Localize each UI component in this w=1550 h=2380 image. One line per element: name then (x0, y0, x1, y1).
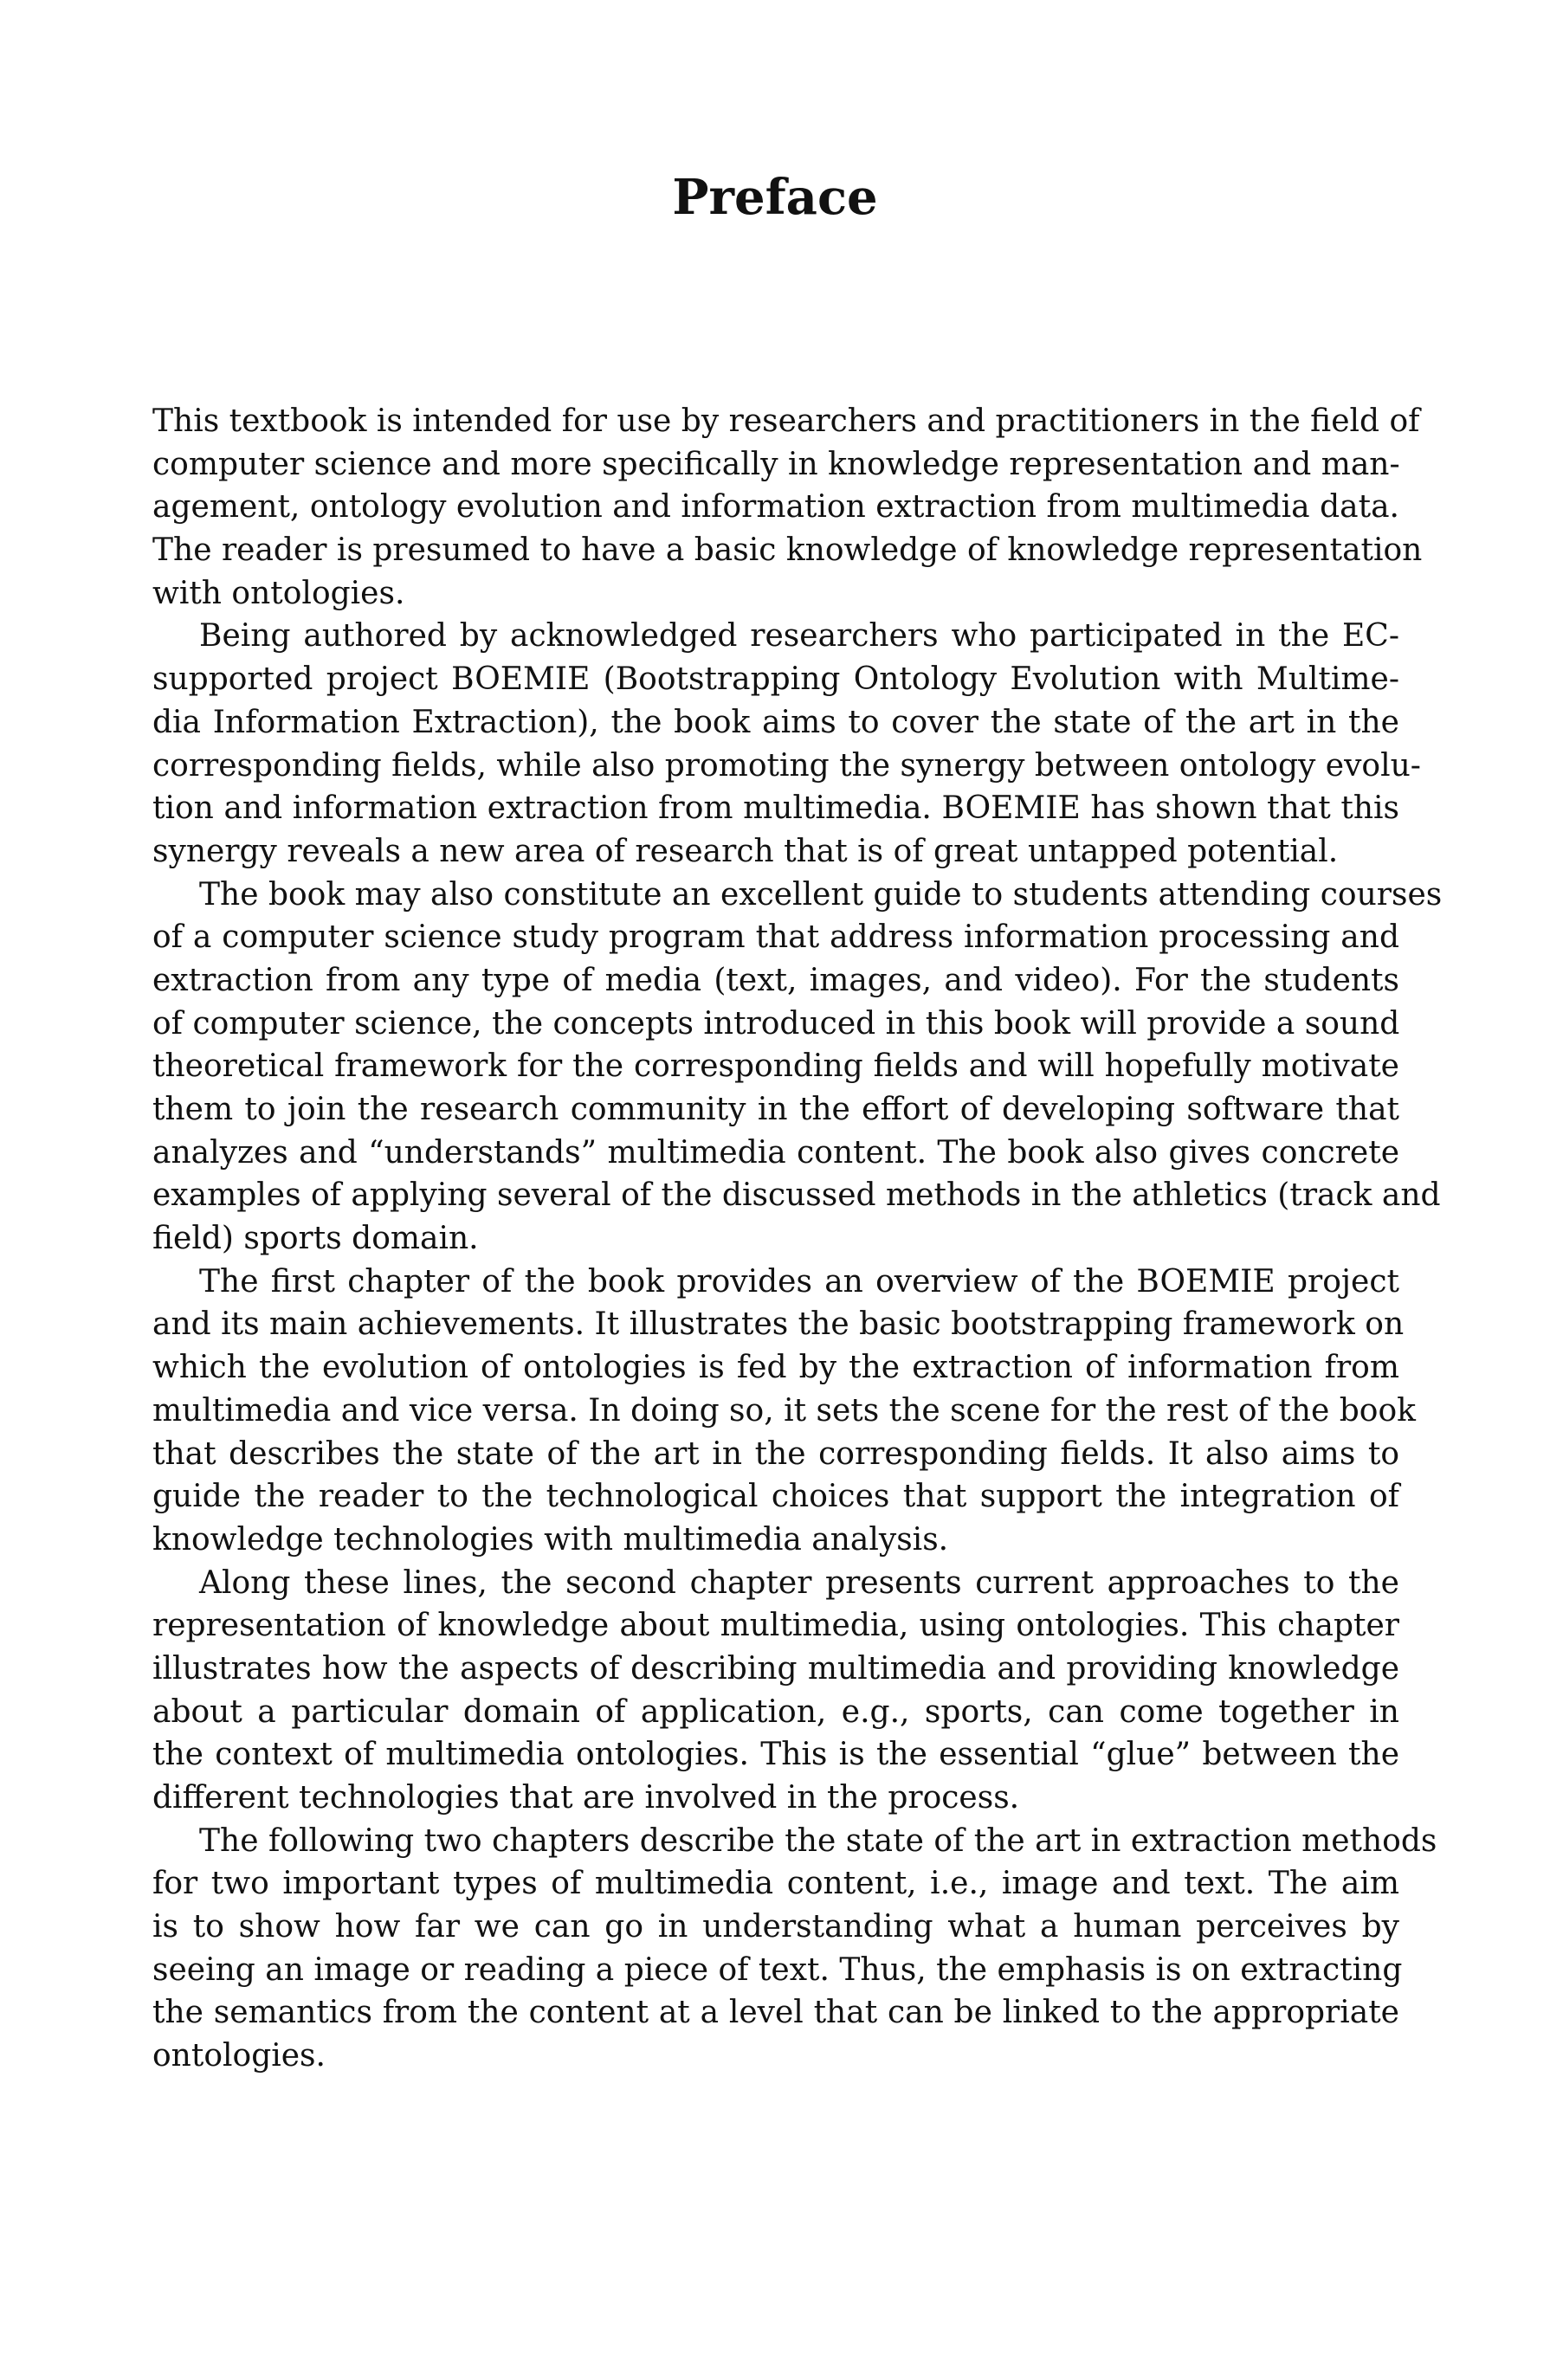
text-line: The following two chapters describe the state of the art in extraction methods (199, 1822, 1437, 1859)
text-line: guide the reader to the technological choices that support the integration of (152, 1479, 1399, 1515)
text-line: field) sports domain. (152, 1221, 479, 1257)
text-line: which the evolution of ontologies is fed by the extraction of information from (152, 1350, 1399, 1386)
text-line: agement, ontology evolution and information extraction from multimedia data. (152, 489, 1399, 526)
text-line: with ontologies. (152, 575, 405, 611)
preface-body (152, 400, 1443, 2078)
text-line: and its main achievements. It illustrates the basic bootstrapping framework on (152, 1306, 1405, 1343)
text-line: The first chapter of the book provides an overview of the BOEMIE project (199, 1263, 1399, 1300)
text-line: synergy reveals a new area of research that is of great untapped potential. (152, 833, 1339, 869)
text-line: the context of multimedia ontologies. This is the essential “glue” between the (152, 1737, 1399, 1773)
text-line: This textbook is intended for use by researchers and practitioners in the field of (152, 403, 1420, 439)
text-line: representation of knowledge about multimedia, using ontologies. This chapter (152, 1608, 1399, 1644)
text-line: that describes the state of the art in the corresponding fields. It also aims to (152, 1435, 1399, 1472)
paragraph-2 (152, 615, 1421, 873)
text-line: Along these lines, the second chapter presents current approaches to the (199, 1564, 1399, 1601)
text-line: knowledge technologies with multimedia analysis. (152, 1521, 949, 1558)
paragraph-5 (152, 1562, 1399, 1820)
text-line: is to show how far we can go in understanding what a human perceives by (152, 1909, 1399, 1945)
text-line: theoretical framework for the corresponding fields and will hopefully motivate (152, 1048, 1399, 1085)
text-line: them to join the research community in the effort of developing software that (152, 1092, 1399, 1127)
paragraph-1 (152, 400, 1423, 615)
text-line: computer science and more specifically in knowledge representation and man- (152, 446, 1400, 482)
text-line: The book may also constitute an excellent guide to students attending courses (199, 876, 1443, 913)
text-line: the semantics from the content at a level that can be linked to the appropriate (152, 1995, 1399, 2031)
text-line: analyzes and “understands” multimedia content. The book also gives concrete (152, 1134, 1399, 1171)
paragraph-3 (152, 874, 1443, 1261)
text-line: ontologies. (152, 2038, 326, 2074)
text-line: multimedia and vice versa. In doing so, it sets the scene for the rest of the book (152, 1392, 1416, 1429)
text-line: examples of applying several of the discussed methods in the athletics (track and (152, 1177, 1441, 1214)
text-line: The reader is presumed to have a basic knowledge of knowledge representation (152, 532, 1423, 569)
text-line: about a particular domain of application, e.g., sports, can come together in (152, 1693, 1399, 1730)
text-line: for two important types of multimedia content, i.e., image and text. The aim (152, 1866, 1399, 1902)
text-line: different technologies that are involved in the process. (152, 1780, 1020, 1816)
text-line: of computer science, the concepts introduced in this book will provide a sound (152, 1005, 1400, 1042)
text-line: corresponding fields, while also promoting the synergy between ontology evolu- (152, 747, 1421, 784)
text-line: Being authored by acknowledged researchers who participated in the EC- (199, 618, 1399, 655)
text-line: tion and information extraction from multimedia. BOEMIE has shown that this (152, 790, 1399, 827)
text-line: supported project BOEMIE (Bootstrapping Ontology Evolution with Multime- (152, 661, 1399, 698)
page-title: Preface (672, 169, 878, 226)
text-line: of a computer science study program that address information processing and (152, 919, 1399, 956)
paragraph-4 (152, 1261, 1416, 1562)
text-line: dia Information Extraction), the book aims to cover the state of the art in the (152, 704, 1399, 740)
text-line: seeing an image or reading a piece of text. Thus, the emphasis is on extracting (152, 1951, 1403, 1988)
text-line: illustrates how the aspects of describing multimedia and providing knowledge (152, 1650, 1399, 1687)
text-line: extraction from any type of media (text, images, and video). For the students (152, 962, 1399, 998)
paragraph-6 (152, 1820, 1437, 2078)
